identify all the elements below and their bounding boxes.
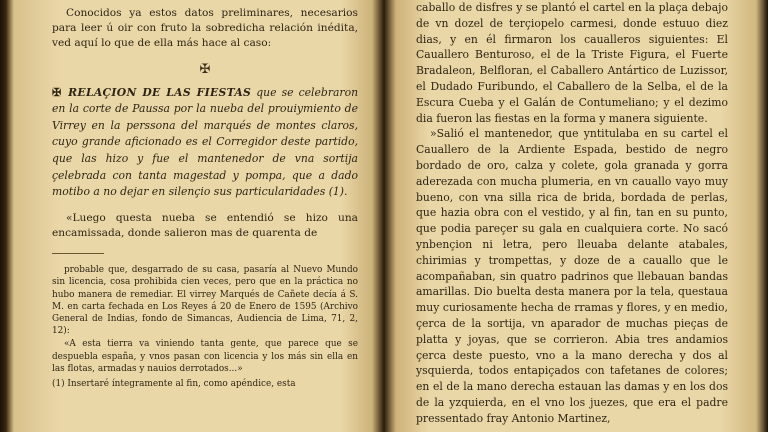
salio-paragraph: »Salió el mantenedor, que yntitulaba en su cartel el Cauallero de la Ardiente Espada, bestido de negro bordado de oro, calza y colete, gola granada y gorra aderezada con mucha plumeria, en vn cauallo vayo muy bueno, con vna silla rica de brida, bordada de perlas, que hazia obra con el vestido, y al fin, tan en su punto, que podia pareçer su gala en cualquiera corte. No sacó ynbençion ni letra, pero lleuaba delante atabales, chirimias y trompettas, y doze de a cauallo que le acompañaban, sin quatro padrinos que llebauan bandas amarillas. Dio buelta desta manera por la tela, questaua muy curiosamente hecha de rramas y flores, y en medio, çerca de la sortija, vn aparador de muchas pieças de platta y joyas, que se corrieron. Abia tres andamios çerca deste puesto, vno a la mano derecha y dos al ysquierda, todos entapiçados con tafetanes de colores; en el de la mano derecha estauan las damas y en los dos de la yzquierda, en el vno los juezes, que era el padre pressentado fray Antonio Martinez, <box>416 127 728 425</box>
note-paragraph: probable que, desgarrado de su casa, pasaría al Nuevo Mundo sin licencia, cosa prohibida cien veces, pero que en la práctica no hubo manera de remediar. El virrey Marqués de Cañete decía á S. M. en carta fechada en Los Reyes á 20 de Enero de 1595 (Archivo General de Indias, fondo de Simancas, Audiencia de Lima, 71, 2, 12): <box>52 265 358 337</box>
intro-paragraph: Conocidos ya estos datos preliminares, necesarios para leer ú oir con fruto la sobredicha relación inédita, ved aquí lo que de ella más hace al caso: <box>52 7 358 50</box>
relacion-heading: RELAÇION DE LAS FIESTAS <box>68 85 252 99</box>
footnote: (1) Insertaré íntegramente al fin, como apéndice, esta <box>52 379 296 389</box>
footnote-divider <box>52 253 104 254</box>
right-page <box>384 0 768 432</box>
note-quote: «A esta tierra va viniendo tanta gente, que parece que se despuebla españa, y vnos pasan con licencia y los más sin ella en las flotas, armadas y nauios derrotados...» <box>52 339 358 374</box>
relacion-title-paragraph <box>52 85 358 201</box>
cross-mark-icon: ✠ <box>52 85 62 99</box>
cross-ornament-icon: ✠ <box>199 61 211 77</box>
relacion-body: que se celebraron en la corte de Paussa por la nueba del prouiymiento de Virrey en la perssona del marqués de montes claros, cuyo grande aficionado es el Corregidor deste partido, que las hizo y fue el mantenedor de vna sortija çelebrada con tanta magestad y pompa, que a dado motibo a no dejar en silençio sus particularidades (1). <box>52 85 359 199</box>
continuation-paragraph: caballo de disfres y se plantó el cartel en la plaça debajo de vn dozel de terçiopelo carmesi, donde estuuo diez dias, y en él firmaron los caualleros siguientes: El Cauallero Benturoso, el de la Triste Figura, el Fuerte Bradaleon, Belfloran, el Caballero Antártico de Luzissor, el Dudado Furibundo, el Caballero de la Selba, el de la Escura Cueba y el Galán de Contumeliano; y el dezimo dia fueron las fiestas en la forma y manera siguiente. <box>416 1 728 125</box>
luego-paragraph: «Luego questa nueba se entendió se hizo una encamissada, donde salieron mas de quarenta de <box>52 211 358 239</box>
